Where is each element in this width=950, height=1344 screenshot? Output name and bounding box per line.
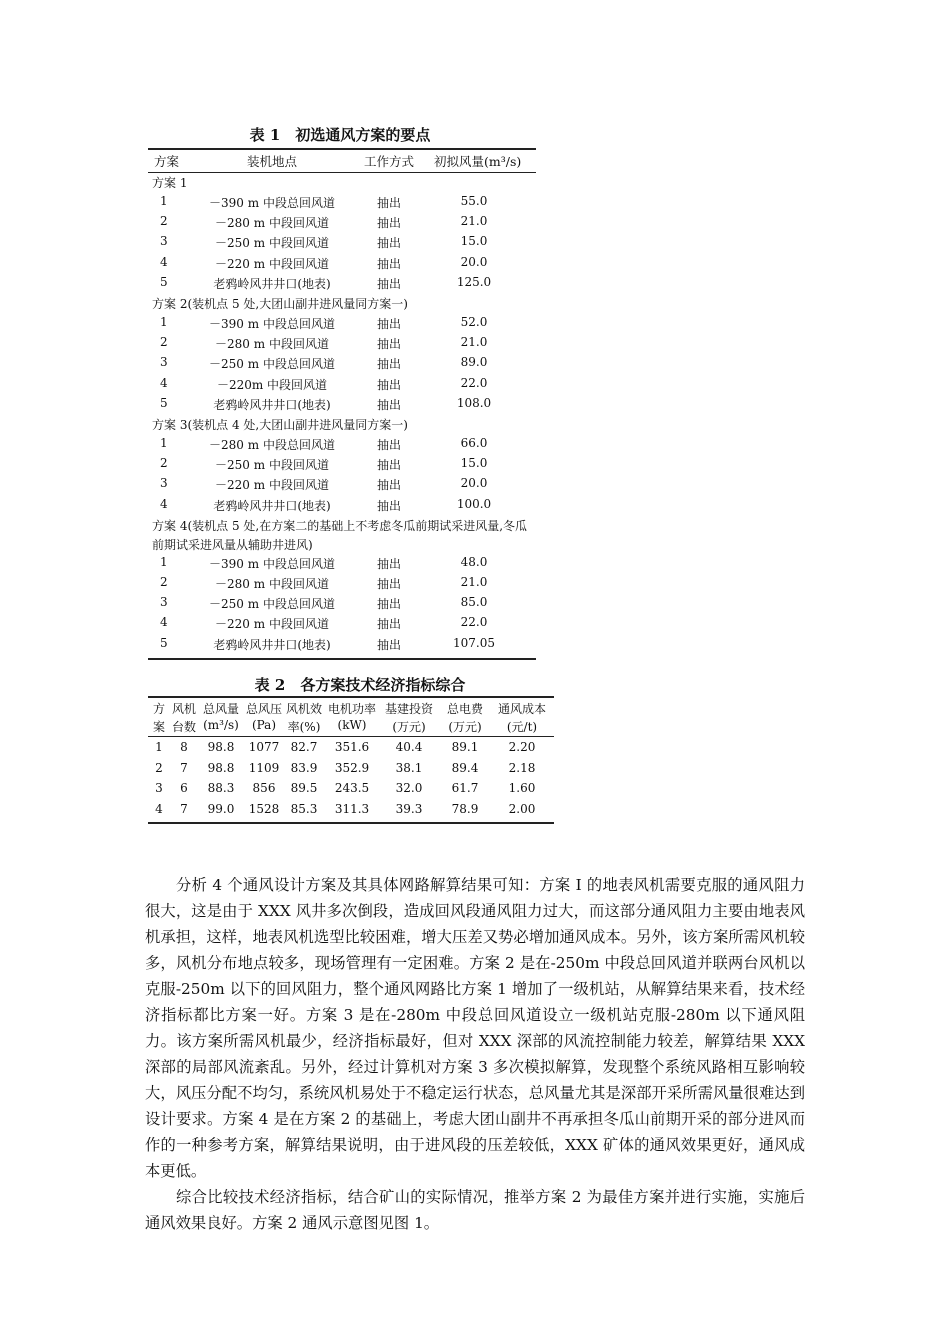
- table2-cell: 40.4: [395, 740, 423, 754]
- table1-row: [148, 575, 536, 595]
- paragraph: 综合比较技术经济指标，结合矿山的实际情况，推举方案 2 为最佳方案并进行实施，实施后通风效果良好。方案 2 通风示意图见图 1。: [145, 1188, 805, 1232]
- table1-row: [148, 376, 536, 396]
- table1-cell: 5: [160, 635, 168, 650]
- table1-cell: 抽出: [376, 397, 401, 412]
- body-text: [145, 872, 805, 1236]
- paragraph: 分析 4 个通风设计方案及其具体网路解算结果可知：方案 I 的地表风机需要克服的通风阻力很大，这是由于 XXX 风井多次倒段，造成回风段通风阻力过大，而这部分通风阻力主要由地表风机承担，这样，地表风机选型比较困难，增大压差又势必增加通风成本。另外，该方案所需风机较多，风机分布地点较多，现场管理有一定困难。方案 2 是在-250m 中段总回风道并联两台风机以克服-250m 以下的回风阻力，整个通风网路比方案 1 增加了一级机站，从解算结果来看，技术经济指标都比方案一好。方案 3 是在-280m 中段总回风道设立一级机站克服-280m 以下通风阻力。该方案所需风机最少，经济指标最好，但对 XXX 深部的风流控制能力较差，解算结果 XXX 深部的局部风流紊乱。另外，经过计算机对方案 3 多次模拟解算，发现整个系统风路相互影响较大，风压分配不均匀，系统风机易处于不稳定运行状态，总风量尤其是深部开采所需风量很难达到设计要求。方案 4 是在方案 2 的基础上，考虑大团山副井不再承担冬瓜山前期开采的部分进风而作的一种参考方案，解算结果说明，由于进风段的压差较低，XXX 矿体的通风效果更好，通风成本更低。: [145, 876, 805, 1180]
- table1-cell: －220 m 中段回风道: [215, 617, 329, 632]
- table1-cell: 15.0: [460, 456, 488, 471]
- table1-cell: 55.0: [460, 194, 488, 208]
- table2-header-cell: 电机功率: [327, 702, 376, 716]
- table1-cell: 4: [160, 375, 168, 390]
- table1-row: [148, 214, 536, 234]
- table1-row: [148, 615, 536, 635]
- table1-cell: 2: [160, 214, 168, 229]
- table2-cell: 351.6: [334, 740, 370, 754]
- table1-cell: 抽出: [376, 216, 401, 231]
- table1-cell: 3: [160, 476, 168, 491]
- table1-row: [148, 335, 536, 355]
- table1-cell: 85.0: [460, 595, 488, 610]
- table2-cell: 89.4: [451, 760, 479, 775]
- table1-row: [148, 497, 536, 517]
- table1-group-label: 方案 1: [152, 176, 188, 190]
- table1-header-cell: 装机地点: [246, 154, 297, 169]
- table2-header-cell: 风机: [171, 702, 196, 716]
- table1-group-label: 方案 2(装机点 5 处,大团山副井进风量同方案一): [152, 297, 408, 311]
- table1-cell: 1: [160, 194, 168, 208]
- table2-header-cell: 总电费: [446, 702, 483, 716]
- table1-top-rule: [148, 148, 536, 150]
- table1-bottom-rule: [148, 658, 536, 660]
- table1-header-cell: 工作方式: [363, 154, 414, 169]
- table2-cell: 2.20: [508, 740, 536, 754]
- table1-cell: 4: [160, 254, 168, 269]
- table1-cell: 5: [160, 395, 168, 410]
- table2-cell: 1528: [248, 801, 280, 816]
- table1-cell: 20.0: [460, 476, 488, 491]
- table2-cell: 83.9: [290, 760, 318, 775]
- table2-cell: 1077: [248, 740, 280, 754]
- table1-row: [148, 275, 536, 295]
- table1-cell: 15.0: [460, 234, 488, 249]
- table2-cell: 7: [180, 760, 188, 775]
- table1-row: [148, 636, 536, 656]
- table2-top-rule: [148, 696, 554, 698]
- table1-cell: 100.0: [456, 496, 492, 511]
- table1-cell: 4: [160, 496, 168, 511]
- table1-row: [148, 255, 536, 275]
- table1-cell: 52.0: [460, 315, 488, 329]
- table2-header-cell: (元/t): [506, 720, 538, 734]
- table1-row: [148, 476, 536, 496]
- table1-cell: －390 m 中段总回风道: [209, 196, 335, 210]
- table1-cell: 125.0: [456, 274, 492, 289]
- table2-cell: 311.3: [334, 801, 370, 816]
- table2-cell: 89.5: [290, 781, 318, 795]
- table2-cell: 2.18: [508, 760, 536, 775]
- table1-cell: 老鸦岭风井井口(地表): [213, 397, 331, 412]
- table1-cell: 1: [160, 315, 168, 329]
- table1-cell: －250 m 中段总回风道: [209, 357, 335, 372]
- table2-header-cell: 台数: [171, 720, 196, 734]
- table2-header-cell: 风机效: [285, 702, 322, 716]
- table1-cell: 22.0: [460, 615, 488, 630]
- table1-row: [148, 194, 536, 214]
- table1-header-cell: 初拟风量(m³/s): [434, 154, 522, 169]
- table1-cell: 5: [160, 274, 168, 289]
- table1-cell: －250 m 中段回风道: [215, 236, 329, 251]
- table1-cell: 21.0: [460, 335, 488, 350]
- table1-cell: 48.0: [460, 554, 488, 569]
- table2-row: [148, 781, 554, 801]
- table1-row: [148, 555, 536, 575]
- table2-cell: 2: [155, 760, 163, 775]
- table2-cell: 98.8: [207, 740, 235, 754]
- table1-group-label: 方案 4(装机点 5 处,在方案二的基础上不考虑冬瓜前期试采进风量,冬瓜前期试采进风量从辅助井进风): [152, 518, 528, 552]
- table1-cell: 抽出: [376, 617, 401, 632]
- table1-cell: 89.0: [460, 355, 488, 370]
- table1-cell: 抽出: [376, 458, 401, 473]
- table2-cell: 82.7: [290, 740, 318, 754]
- table1-cell: －280 m 中段回风道: [215, 337, 329, 352]
- table1-header-rule: [148, 172, 536, 173]
- table2-cell: 7: [180, 801, 188, 816]
- table1-cell: 22.0: [460, 375, 488, 390]
- table1-cell: 老鸦岭风井井口(地表): [213, 276, 331, 291]
- table1-cell: 21.0: [460, 575, 488, 589]
- table2-header-cell: (kW): [337, 718, 367, 732]
- table2-cell: 352.9: [334, 760, 370, 775]
- table2-cell: 4: [155, 801, 163, 816]
- table1-cell: 抽出: [376, 438, 401, 452]
- table1-cell: 3: [160, 355, 168, 370]
- table1-cell: 抽出: [376, 498, 401, 513]
- table1-cell: －280 m 中段总回风道: [209, 438, 335, 452]
- table2-cell: 85.3: [290, 801, 318, 816]
- table2-header-cell: 总风压: [245, 702, 282, 716]
- table1-cell: 2: [160, 335, 168, 350]
- table2-cell: 61.7: [451, 781, 479, 795]
- table1-cell: 抽出: [376, 577, 401, 591]
- table1-cell: 抽出: [376, 196, 401, 210]
- table1-cell: －280 m 中段回风道: [215, 577, 329, 591]
- table1-cell: 2: [160, 575, 168, 589]
- table2-cell: 88.3: [207, 781, 235, 795]
- table2-header-cell: 案: [152, 720, 165, 734]
- table1-row: [148, 595, 536, 615]
- table2-header-cell: 总风量: [202, 702, 239, 716]
- table2-cell: 2.00: [508, 801, 536, 816]
- table2-cell: 1.60: [508, 781, 536, 795]
- table1-cell: 老鸦岭风井井口(地表): [213, 637, 331, 652]
- table2-header-cell: (Pa): [251, 718, 277, 732]
- table2-row: [148, 802, 554, 822]
- table2-row: [148, 740, 554, 760]
- table2-header-cell: (万元): [448, 720, 482, 734]
- table2-cell: 38.1: [395, 760, 423, 775]
- table2-header-cell: 通风成本: [497, 702, 546, 716]
- table2-header-cell: (m³/s): [203, 718, 239, 732]
- table2-cell: 243.5: [334, 781, 370, 795]
- table1-cell: 108.0: [456, 395, 492, 410]
- table1-cell: 抽出: [376, 357, 401, 372]
- table1-cell: －280 m 中段回风道: [215, 216, 329, 231]
- table2-cell: 78.9: [451, 801, 479, 816]
- table2-cell: 39.3: [395, 801, 423, 816]
- table1-cell: 1: [160, 436, 168, 450]
- table2-cell: 3: [155, 781, 163, 795]
- table2-cell: 1109: [248, 760, 280, 775]
- table1-header-row: [148, 152, 536, 172]
- table1-cell: 抽出: [376, 377, 401, 392]
- table2-cell: 99.0: [207, 801, 235, 816]
- table2-cell: 856: [252, 781, 276, 795]
- table1-group-label: 方案 3(装机点 4 处,大团山副井进风量同方案一): [152, 418, 408, 432]
- table1-title: 表 1 初选通风方案的要点: [249, 126, 431, 144]
- table1-row: [148, 355, 536, 375]
- table2-cell: 89.1: [451, 740, 479, 754]
- table1-row: [148, 234, 536, 254]
- table2-header-cell: 方: [152, 702, 165, 716]
- table1-header-cell: 方案: [154, 154, 180, 169]
- table2-title: 表 2 各方案技术经济指标综合: [254, 676, 466, 694]
- table2-header-cell: 率(%): [287, 720, 321, 734]
- table1-cell: 老鸦岭风井井口(地表): [213, 498, 331, 513]
- table1-row: [148, 396, 536, 416]
- table1-cell: －220 m 中段回风道: [215, 478, 329, 493]
- table1-cell: 3: [160, 234, 168, 249]
- table1-cell: 1: [160, 554, 168, 569]
- table1-cell: －390 m 中段总回风道: [209, 556, 335, 571]
- table2-row: [148, 761, 554, 781]
- table1-cell: 抽出: [376, 556, 401, 571]
- table2-cell: 98.8: [207, 760, 235, 775]
- table1-cell: －390 m 中段总回风道: [209, 317, 335, 331]
- table1-row: [148, 456, 536, 476]
- table1-cell: 66.0: [460, 436, 488, 450]
- table1-row: [148, 315, 536, 335]
- table1-cell: －250 m 中段回风道: [215, 458, 329, 473]
- table2-cell: 1: [155, 740, 163, 754]
- table2-header-rule: [148, 736, 554, 737]
- table1-cell: －220m 中段回风道: [216, 377, 328, 392]
- table1-cell: 抽出: [376, 637, 401, 652]
- table1-cell: 20.0: [460, 254, 488, 269]
- table2-cell: 6: [180, 781, 188, 795]
- table2-cell: 32.0: [395, 781, 423, 795]
- table1-cell: 抽出: [376, 236, 401, 251]
- table1-cell: 抽出: [376, 597, 401, 612]
- table1-cell: 抽出: [376, 276, 401, 291]
- table1-cell: －220 m 中段回风道: [215, 256, 329, 271]
- table1-row: [148, 436, 536, 456]
- table1-cell: 3: [160, 595, 168, 610]
- table1-cell: 2: [160, 456, 168, 471]
- table1-cell: 抽出: [376, 337, 401, 352]
- table1-cell: 抽出: [376, 478, 401, 493]
- table1-cell: 107.05: [453, 635, 495, 650]
- table1-cell: 4: [160, 615, 168, 630]
- table1-cell: 抽出: [376, 256, 401, 271]
- table1-cell: －250 m 中段总回风道: [209, 597, 335, 612]
- table2-bottom-rule: [148, 822, 554, 824]
- table1-cell: 21.0: [460, 214, 488, 229]
- table1: [148, 148, 536, 660]
- table2-header-cell: 基建投资: [384, 702, 433, 716]
- table2-cell: 8: [180, 740, 188, 754]
- table2-header-cell: (万元): [392, 720, 426, 734]
- table1-cell: 抽出: [376, 317, 401, 331]
